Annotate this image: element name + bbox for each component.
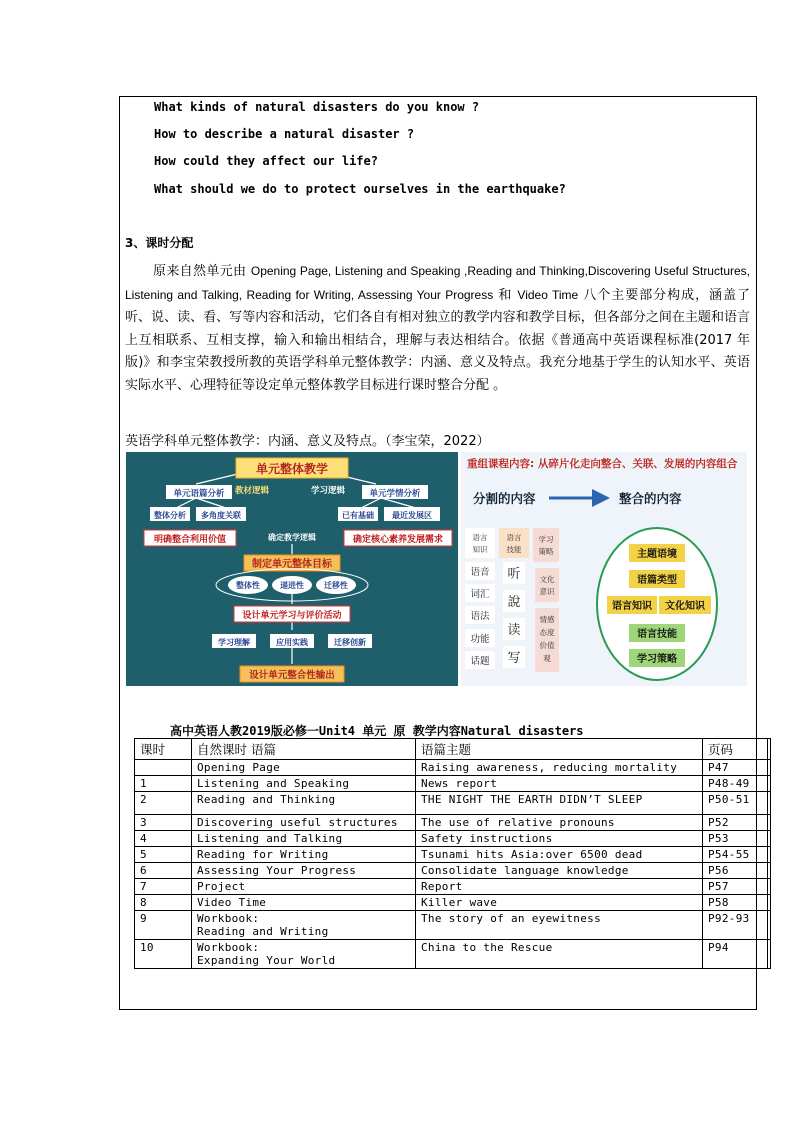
table-cell: P58 — [703, 895, 768, 911]
table-cell: 5 — [135, 847, 192, 863]
reorg-title: 重组课程内容: 从碎片化走向整合、关联、发展的内容组合 — [467, 458, 738, 470]
table-cell: THE NIGHT THE EARTH DIDN’T SLEEP — [416, 792, 703, 815]
a2-label: 应用实践 — [276, 638, 308, 647]
table-cell: 4 — [135, 831, 192, 847]
table-cell — [768, 940, 771, 969]
table-cell: P50-51 — [703, 792, 768, 815]
table-cell — [768, 879, 771, 895]
svg-text:意识: 意识 — [539, 587, 555, 596]
table-cell: Listening and Talking — [192, 831, 416, 847]
lesson-table — [134, 738, 771, 969]
col1-item: 语音 — [470, 567, 490, 578]
content-diagram-svg — [461, 452, 747, 686]
table-row — [135, 776, 771, 792]
table-cell: P57 — [703, 879, 768, 895]
study-logic-label: 学习逻辑 — [310, 486, 346, 496]
table-cell: Listening and Speaking — [192, 776, 416, 792]
zone-label: 最近发展区 — [392, 511, 432, 520]
table-body — [135, 760, 771, 969]
question-1: What kinds of natural disasters do you know ? — [154, 100, 480, 114]
circle-item: 学习策略 — [637, 654, 677, 665]
circle-item: 语言技能 — [637, 629, 677, 640]
teach-logic-label: 确定教学逻辑 — [268, 533, 316, 542]
table-cell — [768, 847, 771, 863]
table-cell — [768, 792, 771, 815]
table-cell: P94 — [703, 940, 768, 969]
table-cell — [768, 863, 771, 879]
svg-text:学习: 学习 — [538, 535, 554, 544]
header-cell: 课时 — [135, 739, 192, 760]
table-cell: Reading and Thinking — [192, 792, 416, 815]
table-row — [135, 792, 771, 815]
table-cell: Safety instructions — [416, 831, 703, 847]
unit-teaching-flow-diagram — [126, 452, 458, 686]
table-cell: Video Time — [192, 895, 416, 911]
top-label: 单元整体教学 — [255, 462, 329, 476]
table-cell — [768, 911, 771, 940]
table-cell: 9 — [135, 911, 192, 940]
table-cell — [768, 760, 771, 776]
table-cell: 7 — [135, 879, 192, 895]
col2-item: 說 — [507, 595, 521, 610]
table-cell: 10 — [135, 940, 192, 969]
table-cell: Assessing Your Progress — [192, 863, 416, 879]
table-row — [135, 863, 771, 879]
circle-item: 主题语境 — [637, 549, 677, 560]
table-cell — [768, 831, 771, 847]
table-cell: P56 — [703, 863, 768, 879]
table-row — [135, 895, 771, 911]
svg-text:语言: 语言 — [472, 533, 488, 542]
para-sections: Opening Page, Listening and Speaking ,Reading and Thinking,Discovering Useful Structures, Listening and Talking, Reading for Writing, Assessing Your Progress — [125, 264, 750, 302]
table-row — [135, 760, 771, 776]
table-cell: Workbook: Reading and Writing — [192, 911, 416, 940]
table-cell: P92-93 — [703, 911, 768, 940]
col1-item: 话题 — [470, 656, 490, 667]
textbook-logic-label: 教材逻辑 — [234, 486, 270, 496]
col1-item: 功能 — [470, 634, 490, 645]
header-cell: 语篇主题 — [416, 739, 703, 760]
table-cell: Discovering useful structures — [192, 815, 416, 831]
table-cell: Reading for Writing — [192, 847, 416, 863]
flow-diagram-svg — [126, 452, 458, 686]
circle-item: 语言知识 — [612, 601, 652, 612]
para-text: 和 — [493, 287, 518, 303]
table-cell: Raising awareness, reducing mortality — [416, 760, 703, 776]
table-cell: Killer wave — [416, 895, 703, 911]
table-cell: P54-55 — [703, 847, 768, 863]
svg-text:态度: 态度 — [539, 628, 555, 637]
whole-label: 整合的内容 — [619, 491, 682, 506]
table-cell — [768, 895, 771, 911]
header-cell: 页码 — [703, 739, 768, 760]
a1-label: 学习理解 — [218, 638, 250, 647]
table-row — [135, 940, 771, 969]
table-cell: 6 — [135, 863, 192, 879]
header-cell: 自然课时 语篇 — [192, 739, 416, 760]
integrate-label: 明确整合利用价值 — [153, 535, 227, 545]
output-label: 设计单元整合性输出 — [249, 670, 335, 681]
table-cell: The story of an eyewitness — [416, 911, 703, 940]
g1-label: 整体性 — [236, 581, 260, 590]
table-cell: The use of relative pronouns — [416, 815, 703, 831]
svg-text:价值: 价值 — [539, 641, 555, 650]
table-cell: Opening Page — [192, 760, 416, 776]
para-video: Video Time — [517, 287, 579, 302]
table-cell: News report — [416, 776, 703, 792]
svg-text:观: 观 — [543, 654, 551, 663]
table-row — [135, 815, 771, 831]
circle-item: 语篇类型 — [637, 575, 677, 586]
table-cell: 1 — [135, 776, 192, 792]
table-cell: China to the Rescue — [416, 940, 703, 969]
col1-item: 语法 — [470, 611, 490, 622]
a3-label: 迁移创新 — [334, 638, 366, 647]
g2-label: 递进性 — [280, 581, 304, 590]
table-header-row — [135, 739, 771, 760]
table-cell: Project — [192, 879, 416, 895]
section-heading: 3、课时分配 — [125, 236, 194, 250]
table-cell: P53 — [703, 831, 768, 847]
table-cell: P52 — [703, 815, 768, 831]
table-cell: Consolidate language knowledge — [416, 863, 703, 879]
col2-item: 听 — [507, 567, 521, 582]
svg-text:知识: 知识 — [472, 545, 488, 554]
question-4: What should we do to protect ourselves in the earthquake? — [154, 182, 566, 196]
student-analysis-label: 单元学情分析 — [369, 489, 421, 499]
table-cell: 3 — [135, 815, 192, 831]
question-2: How to describe a natural disaster ? — [154, 127, 415, 141]
para-text: 八个主要部分构成，涵盖了听、说、读、看、写等内容和活动，它们各自有相对独立的教学内容和教学目标，但各部分之间在主题和语言上互相联系、互相支撑，输入和输出相结合，理解与表达相结合。依据《普通高中英语课程标准(2017 年版)》和李宝荣教授所教的英语学科单元整体教学：内涵、意义及特点。我充分地基于学生的认知水平、英语实际水平、心理特征等设定单元整体教学目标进行课时整合分配 。 — [125, 287, 751, 393]
intro-paragraph — [125, 260, 750, 397]
question-3: How could they affect our life? — [154, 154, 378, 168]
table-title: 高中英语人教2019版必修一Unit4 单元 原 教学内容Natural disasters — [170, 724, 584, 738]
svg-text:情感: 情感 — [539, 615, 555, 624]
table-cell: 2 — [135, 792, 192, 815]
col2-item: 写 — [507, 651, 521, 666]
para-text: 原来自然单元由 — [153, 264, 251, 279]
content-reorganization-diagram — [461, 452, 747, 686]
goal-label: 制定单元整体目标 — [252, 559, 332, 570]
table-cell: Tsunami hits Asia:over 6500 dead — [416, 847, 703, 863]
table-cell: Report — [416, 879, 703, 895]
existing-label: 已有基础 — [342, 511, 374, 520]
table-cell: P47 — [703, 760, 768, 776]
table-cell: Workbook: Expanding Your World — [192, 940, 416, 969]
table-cell: 8 — [135, 895, 192, 911]
header-cell — [768, 739, 771, 760]
table-row — [135, 847, 771, 863]
holistic-label: 整体分析 — [154, 511, 186, 520]
table-cell — [768, 776, 771, 792]
split-label: 分割的内容 — [473, 491, 536, 506]
col2-item: 读 — [507, 623, 521, 638]
table-row — [135, 911, 771, 940]
core-label: 确定核心素养发展需求 — [352, 535, 444, 545]
table-cell — [768, 815, 771, 831]
design-label: 设计单元学习与评价活动 — [242, 611, 342, 621]
col1-item: 词汇 — [470, 589, 490, 600]
figure-caption: 英语学科单元整体教学：内涵、意义及特点。（李宝荣，2022） — [125, 434, 490, 449]
unit-analysis-label: 单元语篇分析 — [173, 489, 225, 499]
svg-text:技能: 技能 — [506, 545, 522, 554]
svg-text:语言: 语言 — [506, 533, 522, 542]
table-cell — [135, 760, 192, 776]
table-row — [135, 831, 771, 847]
table-cell: P48-49 — [703, 776, 768, 792]
circle-item: 文化知识 — [665, 601, 705, 612]
table-row — [135, 879, 771, 895]
svg-text:策略: 策略 — [538, 547, 554, 556]
g3-label: 迁移性 — [324, 581, 348, 590]
multi-label: 多角度关联 — [201, 511, 241, 520]
svg-text:文化: 文化 — [539, 575, 555, 584]
